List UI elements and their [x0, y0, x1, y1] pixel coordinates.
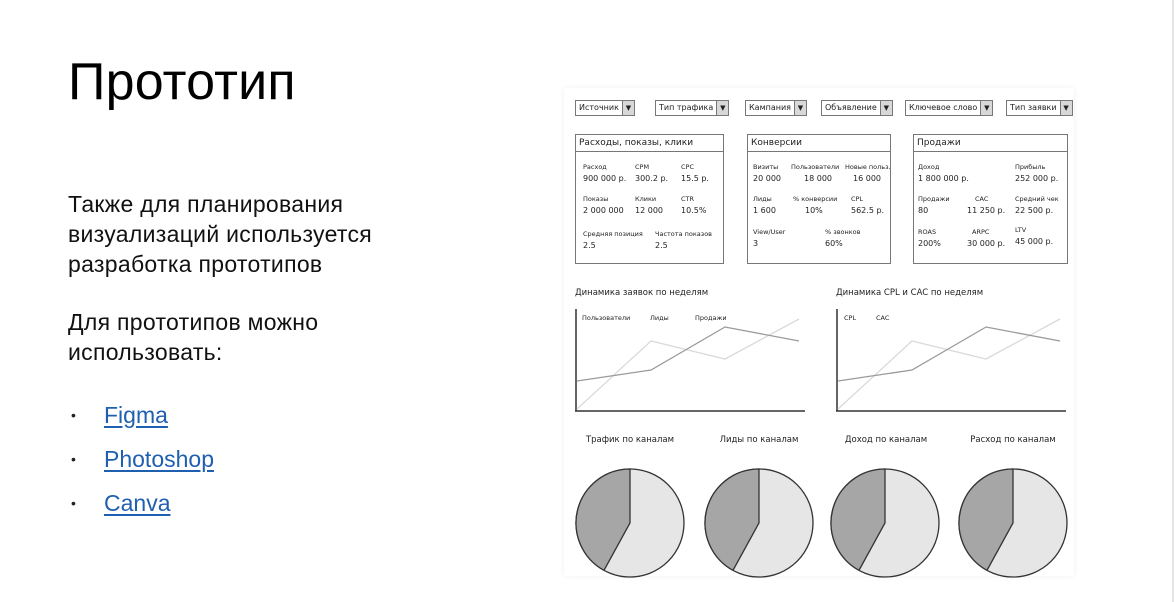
metric — [1015, 226, 1053, 246]
chevron-down-icon: ▼ — [716, 101, 728, 115]
bullet-icon: • — [71, 495, 76, 511]
metric — [635, 195, 663, 215]
tools-paragraph: Для прототипов можно использовать: — [68, 309, 319, 365]
filter-dropdown-campaign[interactable] — [745, 100, 807, 116]
metric-label: Расход — [583, 163, 607, 171]
chevron-down-icon: ▼ — [1060, 101, 1072, 115]
metric-label: Клики — [635, 195, 657, 203]
metric-label: Лиды — [753, 195, 772, 203]
metric-label: CPC — [681, 163, 694, 171]
pie-title: Трафик по каналам — [585, 435, 675, 445]
filter-dropdown-traffic-type[interactable] — [655, 100, 729, 116]
metric-value: 2.5 — [655, 241, 668, 250]
canva-link[interactable]: Canva — [104, 489, 171, 516]
metric-value: 11 250 р. — [967, 206, 1006, 215]
bullet-icon: • — [71, 407, 76, 423]
series-line-dark — [577, 327, 799, 381]
metric — [851, 195, 884, 215]
metric-label: Показы — [583, 195, 609, 203]
legend-item: Пользователи — [582, 314, 631, 322]
tool-links-list — [68, 393, 214, 525]
metric-label: Доход — [918, 163, 940, 171]
series-line-dark — [838, 327, 1060, 381]
filter-label: Кампания — [749, 103, 791, 112]
metric-value: 900 000 р. — [583, 174, 627, 183]
metric — [753, 228, 785, 248]
metric-label: ARPC — [972, 228, 990, 236]
metric — [791, 163, 839, 183]
metric — [1015, 195, 1059, 215]
metric-label: Продажи — [918, 195, 950, 203]
metric-value: 30 000 р. — [967, 239, 1006, 248]
metric-label: CAC — [975, 195, 989, 203]
metric-value: 10% — [805, 206, 823, 215]
intro-paragraph: Также для планирования визуализаций используется разработка прототипов — [68, 191, 373, 277]
metric-label: Прибыль — [1015, 163, 1046, 171]
metric-label: Частота показов — [655, 230, 713, 238]
metric-value: 2 000 000 — [583, 206, 624, 215]
metric-label: Пользователи — [791, 163, 840, 171]
legend-item: CAC — [876, 314, 890, 322]
metric-value: 12 000 — [635, 206, 663, 215]
figma-link[interactable]: Figma — [104, 401, 168, 428]
filter-label: Тип трафика — [659, 103, 714, 112]
metric-value: 1 800 000 р. — [918, 174, 969, 183]
filter-dropdown-source[interactable] — [575, 100, 635, 116]
pie-chart-traffic — [574, 467, 686, 579]
card-sales — [913, 134, 1068, 264]
chevron-down-icon: ▼ — [980, 101, 992, 115]
series-line-light — [577, 319, 799, 409]
metric-value: 1 600 — [753, 206, 776, 215]
metric-value: 15.5 р. — [681, 174, 709, 183]
metric — [1015, 163, 1058, 183]
metric-value: 3 — [753, 239, 759, 248]
metric-label: Новые польз. — [845, 163, 891, 171]
metric-label: ROAS — [918, 228, 937, 236]
pie-chart-revenue — [829, 467, 941, 579]
metric — [753, 195, 776, 215]
metric-value: 10.5% — [681, 206, 707, 215]
legend-item: CPL — [844, 314, 857, 322]
metric-label: Визиты — [753, 163, 779, 171]
line-chart-cpl-cac — [836, 309, 1066, 413]
metric-label: CPM — [635, 163, 650, 171]
filter-label: Тип заявки — [1010, 103, 1057, 112]
metric-value: 562.5 р. — [851, 206, 885, 215]
metric — [793, 195, 837, 215]
metric-label: LTV — [1015, 226, 1027, 234]
pie-title: Расход по каналам — [970, 435, 1056, 445]
metric — [753, 163, 781, 183]
legend-item: Продажи — [695, 314, 727, 322]
card-title: Конверсии — [748, 135, 890, 152]
metric-value: 300.2 р. — [635, 174, 669, 183]
pie-title: Лиды по каналам — [719, 435, 799, 445]
metric — [635, 163, 668, 183]
line-chart-requests — [575, 309, 805, 413]
metric — [967, 228, 1005, 248]
metric-value: 18 000 — [804, 174, 832, 183]
filter-label: Объявление — [825, 103, 877, 112]
bullet-icon: • — [71, 451, 76, 467]
metric — [681, 195, 706, 215]
metric — [655, 230, 712, 250]
photoshop-link[interactable]: Photoshop — [104, 445, 214, 472]
filter-label: Ключевое слово — [909, 103, 978, 112]
card-costs — [575, 134, 724, 264]
metric-label: CTR — [681, 195, 695, 203]
metric — [681, 163, 709, 183]
filter-dropdown-keyword[interactable] — [905, 100, 993, 116]
metric — [967, 195, 1005, 215]
metric-label: % звонков — [825, 228, 861, 236]
metric — [583, 163, 626, 183]
chart-title: Динамика заявок по неделям — [575, 288, 709, 298]
metric-label: View/User — [753, 228, 786, 236]
metric-value: 22 500 р. — [1015, 206, 1054, 215]
slide-title: Прототип — [68, 53, 296, 111]
filter-label: Источник — [579, 103, 619, 112]
metric — [583, 230, 643, 250]
metric — [918, 228, 941, 248]
filter-dropdown-request-type[interactable] — [1006, 100, 1073, 116]
metric — [825, 228, 861, 248]
metric — [845, 163, 891, 183]
dashboard-wireframe — [564, 88, 1074, 576]
metric-value: 16 000 — [853, 174, 881, 183]
pie-title: Доход по каналам — [844, 435, 928, 445]
chevron-down-icon: ▼ — [880, 101, 892, 115]
metric-label: Средний чек — [1015, 195, 1059, 203]
metric-value: 80 — [918, 206, 929, 215]
filter-dropdown-ad[interactable] — [821, 100, 893, 116]
list-item — [68, 481, 214, 525]
metric — [918, 163, 969, 183]
pie-chart-spend — [957, 467, 1069, 579]
metric-value: 20 000 — [753, 174, 781, 183]
metric-label: CPL — [851, 195, 864, 203]
metric-label: % конверсии — [793, 195, 838, 203]
card-title: Продажи — [914, 135, 1067, 152]
metric-value: 45 000 р. — [1015, 237, 1054, 246]
list-item — [68, 437, 214, 481]
card-conversions — [747, 134, 891, 264]
metric-label: Средняя позиция — [583, 230, 643, 238]
legend-item: Лиды — [650, 314, 669, 322]
metric — [918, 195, 950, 215]
series-line-light — [838, 319, 1060, 409]
card-title: Расходы, показы, клики — [576, 135, 723, 152]
pie-chart-leads — [703, 467, 815, 579]
metric-value: 252 000 р. — [1015, 174, 1059, 183]
metric — [583, 195, 624, 215]
chevron-down-icon: ▼ — [794, 101, 806, 115]
metric-value: 200% — [918, 239, 941, 248]
chart-title: Динамика CPL и CAC по неделям — [836, 288, 984, 298]
chevron-down-icon: ▼ — [622, 101, 634, 115]
metric-value: 2.5 — [583, 241, 596, 250]
list-item — [68, 393, 214, 437]
metric-value: 60% — [825, 239, 843, 248]
